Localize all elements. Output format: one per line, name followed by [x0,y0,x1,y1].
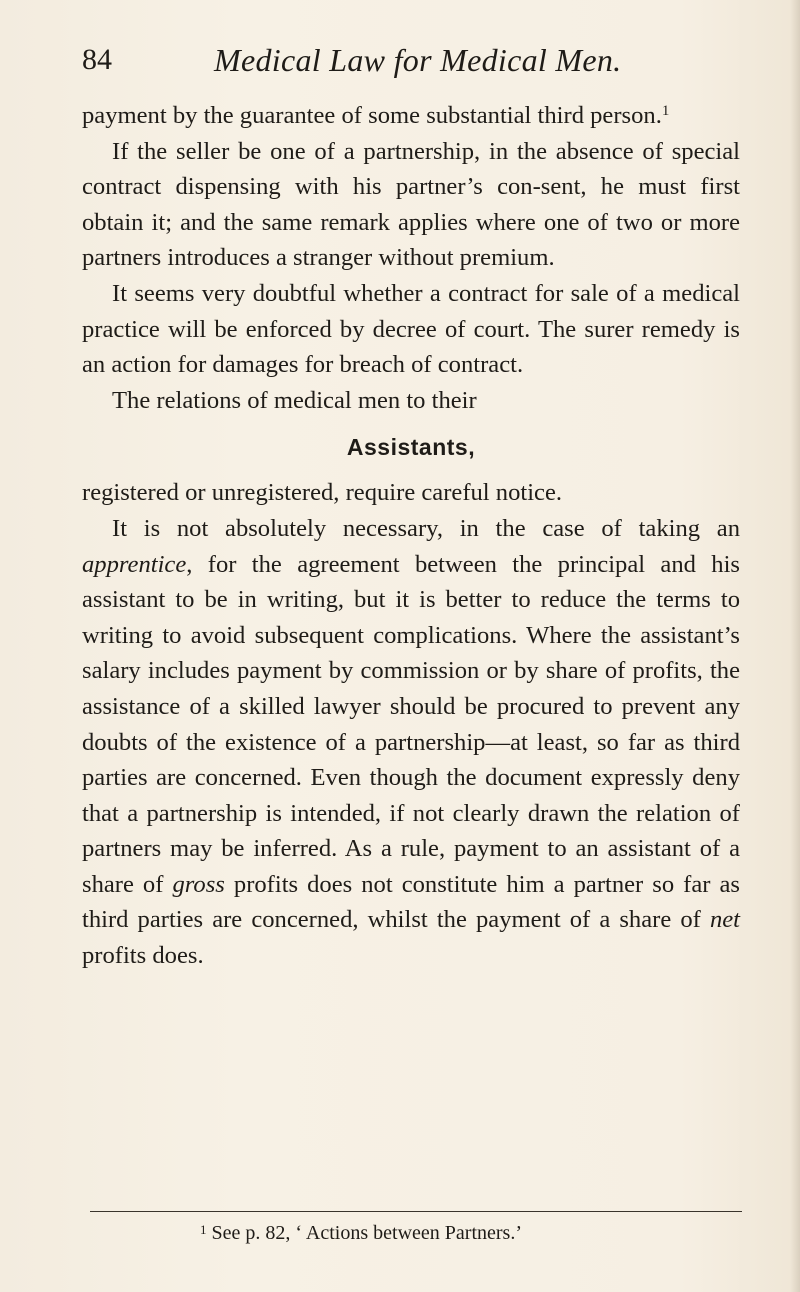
paragraph-apprentice [82,511,740,974]
apprentice-text-1: It is not absolutely necessary, in the case of taking an [112,514,740,542]
footnote [200,1218,522,1248]
section-heading-assistants: Assistants, [346,434,476,461]
footnote-reference: 1 [661,103,670,119]
paragraph-registered: registered or unregistered, require careful notice. [82,479,563,507]
running-title: Medical Law for Medical Men. [214,42,622,78]
emphasis-gross: gross [172,870,225,898]
paragraph-partnership-seller: If the seller be one of a partnership, in the absence of special contract dispensing with his partner’s con-sent, he must first obtain it; and the same remark applies where one of two or more partners introduces a stranger without premium. [82,137,740,272]
page-edge-shadow [790,0,800,1292]
footnote-text: See p. 82, ‘ Actions between Partners.’ [206,1222,522,1244]
footnote-rule [90,1211,742,1212]
paragraph-contract-sale: It seems very doubtful whether a contract for sale of a medical practice will be enforced by decree of court. The surer remedy is an action for damages for breach of contract. [82,279,740,379]
page-header [82,38,742,82]
paragraph-continuation [82,98,740,134]
page-number: 84 [82,43,112,76]
footnote-marker: 1 [200,1222,207,1237]
emphasis-apprentice: apprentice [82,550,187,578]
apprentice-text-3: profits does not constitute him a partner so far as third parties are concerned, whilst the payment of a share of [82,870,740,934]
paragraph-relations: The relations of medical men to their [112,386,477,414]
emphasis-net: net [709,906,740,934]
body-text [82,98,740,974]
paragraph-1-text: payment by the guarantee of some substantial third person. [82,102,662,129]
apprentice-text-4: profits does. [82,942,204,970]
apprentice-text-2: , for the agreement between the principal and his assistant to be in writing, but it is better to reduce the terms to writing to avoid subsequent complications. Where the assistant’s salary includes payment by commission or by share of profits, the assistance of a skilled lawyer should be procured to prevent any doubts of the existence of a partnership—at least, so far as third parties are concerned. Even though the document expressly deny that a partnership is intended, if not clearly drawn the relation of partners may be inferred. As a rule, payment to an assistant of a share of [82,550,740,898]
